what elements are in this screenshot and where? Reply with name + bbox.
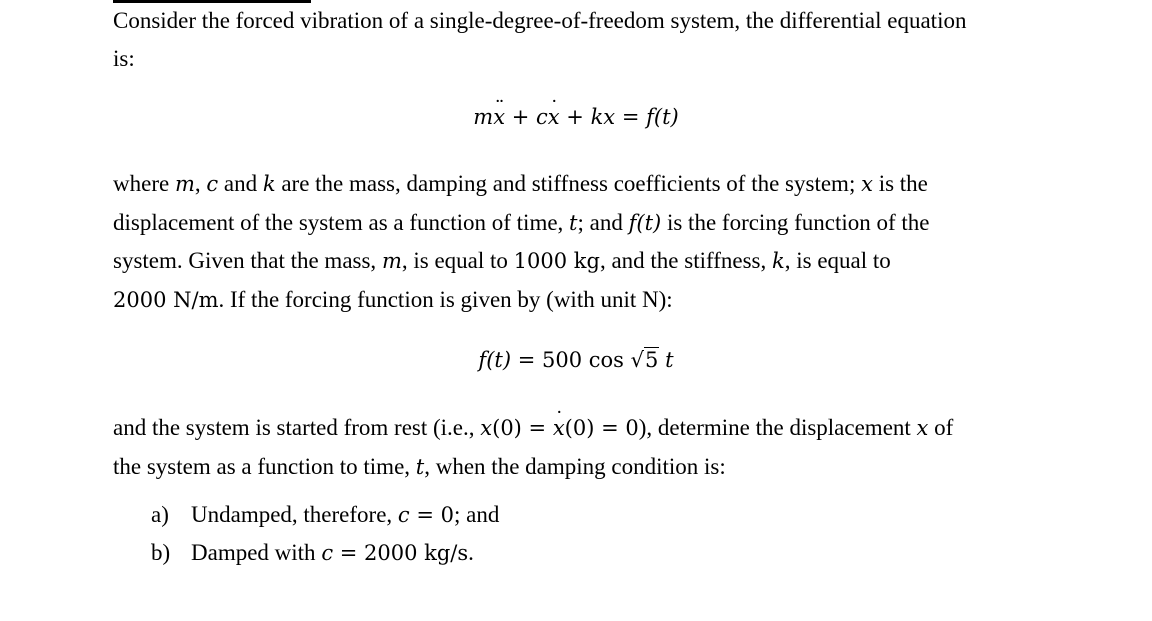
- differential-equation: m¨ x + c˙ x + kx = f(t): [0, 104, 1152, 130]
- list-item: a) Undamped, therefore, c = 0; and: [151, 502, 500, 527]
- x-double-dot: ¨ x: [493, 105, 505, 129]
- intro-line-1: Consider the forced vibration of a single-degree-of-freedom system, the differential equation: [113, 8, 967, 33]
- definitions-paragraph: where m, c and k are the mass, damping and stiffness coefficients of the system; x is the displacement of the system as a function of time, t; and f(t) is the forcing function of the system. Given that the mass, m, is equal to 1000 kg, and the stiffness, k, is equal to 2000 N/m. If the forcing function is given by (with unit N):: [113, 171, 930, 312]
- x-dot: ˙ x: [548, 105, 560, 129]
- damping-conditions-list: [151, 496, 499, 572]
- forcing-function-equation: f(t) = 500 cos √5 t: [478, 348, 674, 372]
- list-item: b) Damped with c = 2000 kg/s.: [151, 540, 474, 565]
- intro-paragraph: [113, 2, 1123, 77]
- mass-value: 1000 kg: [513, 249, 600, 273]
- initial-conditions-paragraph: and the system is started from rest (i.e., x(0) = ˙ x(0) = 0), determine the displacement x of the system as a function to time, t, when the damping condition is:: [113, 409, 1123, 486]
- stiffness-value: 2000 N/m: [113, 287, 219, 312]
- x-dot: ˙ x: [553, 410, 565, 448]
- square-root: √5: [630, 348, 659, 372]
- intro-line-2: is:: [113, 45, 135, 71]
